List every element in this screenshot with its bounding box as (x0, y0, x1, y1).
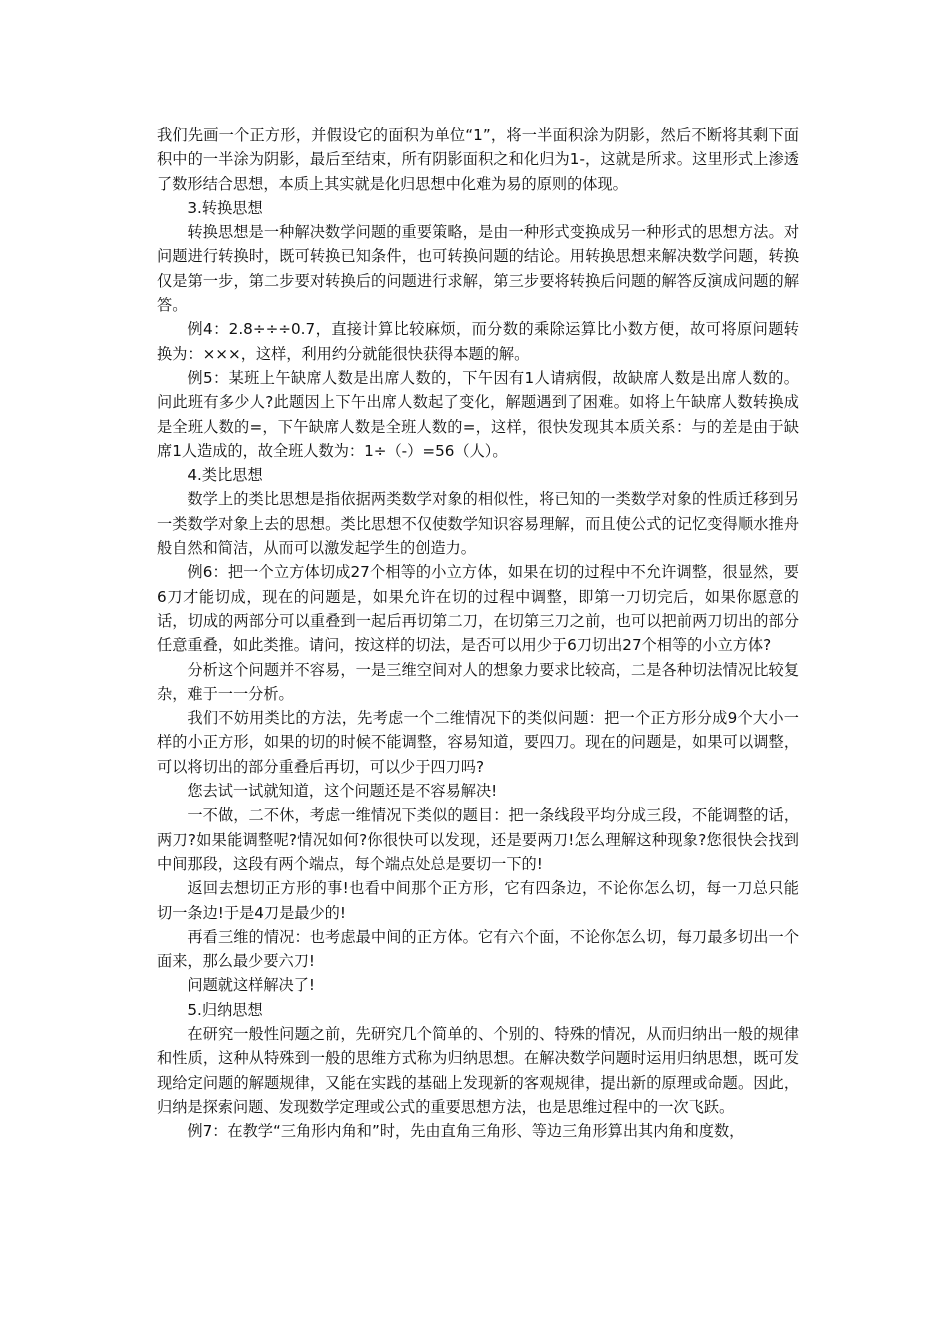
paragraph-back-to-square: 返回去想切正方形的事!也看中间那个正方形，它有四条边，不论你怎么切，每一刀总只能切一条边!于是4刀是最少的! (157, 879, 799, 922)
paragraph-intro: 我们先画一个正方形，并假设它的面积为单位“1”，将一半面积涂为阴影，然后不断将其剩下面积中的一半涂为阴影，最后至结束，所有阴影面积之和化归为1-，这就是所求。这里形式上渗透了数形结合思想，本质上其实就是化归思想中化难为易的原则的体现。 (157, 126, 799, 193)
paragraph-solved: 问题就这样解决了! (187, 976, 315, 995)
paragraph-example-7: 例7：在教学“三角形内角和”时，先由直角三角形、等边三角形算出其内角和度数， (187, 1122, 745, 1141)
paragraph-example-5: 例5：某班上午缺席人数是出席人数的，下午因有1人请病假，故缺席人数是出席人数的。问此班有多少人?此题因上下午出席人数起了变化，解题遇到了困难。如将上午缺席人数转换成是全班人数的=，下午缺席人数是全班人数的=，这样，很快发现其本质关系：与的差是由于缺席1人造成的，故全班人数为：1÷（-）=56（人）。 (157, 368, 799, 460)
paragraph-1d-analogy: 一不做，二不休，考虑一维情况下类似的题目：把一条线段平均分成三段，不能调整的话，两刀?如果能调整呢?情况如何?你很快可以发现，还是要两刀!怎么理解这种现象?您很快会找到中间那段，这段有两个端点，每个端点处总是要切一下的! (157, 806, 799, 873)
document-page (157, 123, 799, 1143)
section-heading-induction: 5.归纳思想 (187, 1000, 263, 1019)
section-heading-conversion: 3.转换思想 (187, 198, 263, 217)
section-heading-analogy: 4.类比思想 (187, 466, 263, 485)
paragraph-induction-definition: 在研究一般性问题之前，先研究几个简单的、个别的、特殊的情况，从而归纳出一般的规律和性质，这种从特殊到一般的思维方式称为归纳思想。在解决数学问题时运用归纳思想，既可发现给定问题的解题规律，又能在实践的基础上发现新的客观规律，提出新的原理或命题。因此，归纳是探索问题、发现数学定理或公式的重要思想方法，也是思维过程中的一次飞跃。 (157, 1024, 799, 1116)
paragraph-example-4: 例4：2.8÷÷÷0.7，直接计算比较麻烦，而分数的乘除运算比小数方便，故可将原问题转换为：×××，这样，利用约分就能很快获得本题的解。 (157, 320, 799, 363)
paragraph-example-6: 例6：把一个立方体切成27个相等的小立方体，如果在切的过程中不允许调整，很显然，要6刀才能切成，现在的问题是，如果允许在切的过程中调整，即第一刀切完后，如果你愿意的话，切成的两部分可以重叠到一起后再切第二刀，在切第三刀之前，也可以把前两刀切出的部分任意重叠，如此类推。请问，按这样的切法，是否可以用少于6刀切出27个相等的小立方体? (157, 563, 799, 655)
paragraph-try-it: 您去试一试就知道，这个问题还是不容易解决! (187, 782, 498, 801)
paragraph-analysis: 分析这个问题并不容易，一是三维空间对人的想象力要求比较高，二是各种切法情况比较复杂，难于一一分析。 (157, 660, 799, 703)
paragraph-3d-case: 再看三维的情况：也考虑最中间的正方体。它有六个面，不论你怎么切，每刀最多切出一个面来，那么最少要六刀! (157, 927, 799, 971)
paragraph-conversion-definition: 转换思想是一种解决数学问题的重要策略，是由一种形式变换成另一种形式的思想方法。对问题进行转换时，既可转换已知条件，也可转换问题的结论。用转换思想来解决数学问题，转换仅是第一步，第二步要对转换后的问题进行求解，第三步要将转换后问题的解答反演成问题的解答。 (157, 223, 799, 315)
paragraph-2d-analogy: 我们不妨用类比的方法，先考虑一个二维情况下的类似问题：把一个正方形分成9个大小一样的小正方形，如果的切的时候不能调整，容易知道，要四刀。现在的问题是，如果可以调整，可以将切出的部分重叠后再切，可以少于四刀吗? (157, 709, 799, 776)
paragraph-analogy-definition: 数学上的类比思想是指依据两类数学对象的相似性，将已知的一类数学对象的性质迁移到另一类数学对象上去的思想。类比思想不仅使数学知识容易理解，而且使公式的记忆变得顺水推舟般自然和简洁，从而可以激发起学生的创造力。 (157, 490, 799, 558)
